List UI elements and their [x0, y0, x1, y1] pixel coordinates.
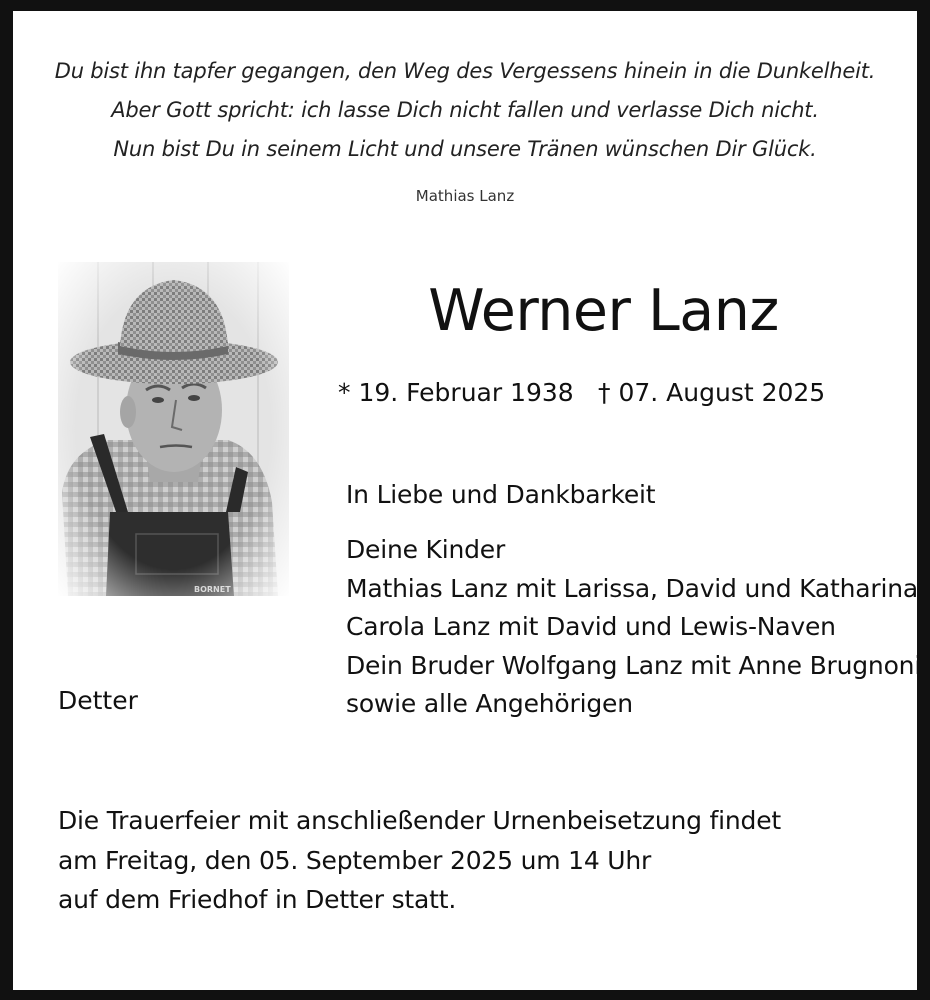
memorial-poem: [13, 52, 917, 169]
mourner-line: Carola Lanz mit David und Lewis-Naven: [346, 612, 836, 641]
mourner-line: sowie alle Angehörigen: [346, 689, 633, 718]
mourner-line: Deine Kinder: [346, 535, 506, 564]
portrait-photo: [58, 262, 289, 596]
funeral-line: Die Trauerfeier mit anschließender Urnenbeisetzung findet: [58, 806, 781, 835]
poem-line: Aber Gott spricht: ich lasse Dich nicht fallen und verlasse Dich nicht.: [111, 98, 819, 122]
place-name: Detter: [58, 686, 138, 715]
mourners-list: [346, 531, 921, 724]
birth-date: * 19. Februar 1938: [338, 378, 574, 407]
funeral-line: auf dem Friedhof in Detter statt.: [58, 885, 457, 914]
poem-line: Du bist ihn tapfer gegangen, den Weg des Vergessens hinein in die Dunkelheit.: [54, 59, 876, 83]
deceased-name: Werner Lanz: [428, 278, 779, 344]
poem-author: Mathias Lanz: [415, 187, 515, 205]
dedication: In Liebe und Dankbarkeit: [346, 480, 656, 509]
mourner-line: Dein Bruder Wolfgang Lanz mit Anne Brugnoni: [346, 650, 922, 680]
funeral-line: am Freitag, den 05. September 2025 um 14 Uhr: [58, 845, 652, 875]
mourner-line: Mathias Lanz mit Larissa, David und Katharina: [346, 573, 918, 603]
funeral-info: [58, 801, 781, 920]
poem-line: Nun bist Du in seinem Licht und unsere Tränen wünschen Dir Glück.: [113, 137, 817, 161]
death-date: † 07. August 2025: [598, 378, 826, 407]
